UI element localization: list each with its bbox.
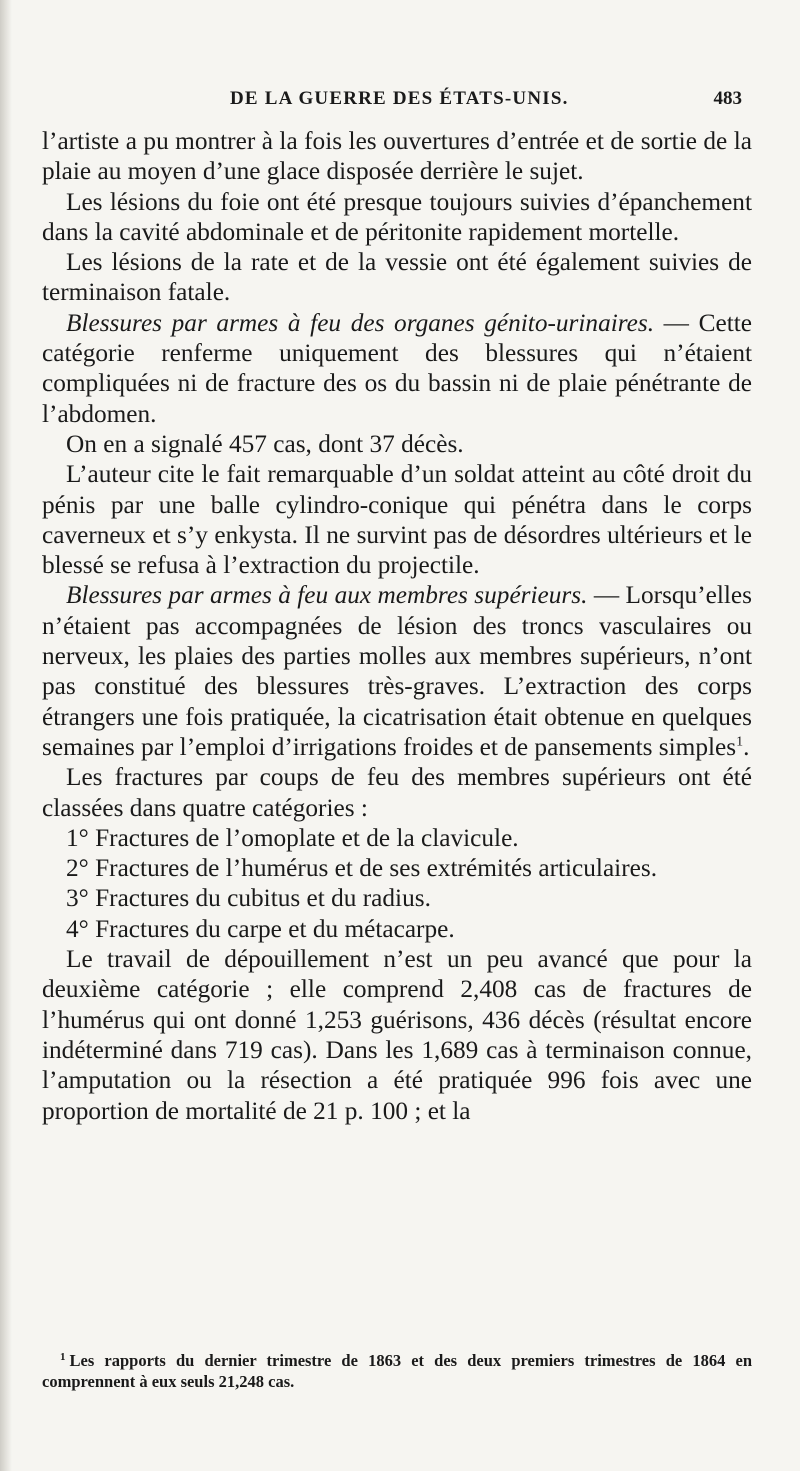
footnote-text xyxy=(42,1350,752,1392)
footnote xyxy=(42,1350,752,1392)
paragraph-fracture-categories: Les fractures par coups de feu des membres supérieurs ont été classées dans quatre catégories : xyxy=(42,763,752,822)
section-heading-upper-limbs: Blessures par armes à feu aux membres supérieurs. xyxy=(66,581,588,610)
paragraph-cases-count: On en a signalé 457 cas, dont 37 décès. xyxy=(66,429,464,458)
section-heading-genito-urinary: Blessures par armes à feu des organes génito-urinaires. xyxy=(66,308,655,337)
page-edge-shadow xyxy=(0,0,12,1471)
page-number: 483 xyxy=(713,88,742,109)
list-item: 4° Fractures du carpe et du métacarpe. xyxy=(66,914,455,943)
section-upper-text-end: . xyxy=(743,732,750,761)
paragraph-liver: Les lésions du foie ont été presque toujours suivies d’épanchement dans la cavité abdominale et de péritonite rapidement mortelle. xyxy=(42,187,752,246)
list-item: 1° Fractures de l’omoplate et de la clavicule. xyxy=(66,823,519,852)
list-item: 3° Fractures du cubitus et du radius. xyxy=(66,884,431,913)
paragraph-humerus-stats: Le travail de dépouillement n’est un peu avancé que pour la deuxième catégorie ; elle comprend 2,408 cas de fractures de l’humérus qui ont donné 1,253 guérisons, 436 décès (résultat encore indéterminé dans 719 cas). Dans les 1,689 cas à terminaison connue, l’amputation ou la résection a été pratiquée 996 fois avec une proportion de mortalité de 21 p. 100 ; et la xyxy=(42,945,752,1125)
footnote-mark: 1 xyxy=(60,1350,66,1363)
section-upper-limbs xyxy=(42,580,752,762)
footnote-reference: 1 xyxy=(736,734,744,750)
list-item: 2° Fractures de l’humérus et de ses extrémités articulaires. xyxy=(66,854,658,883)
paragraph-artist: l’artiste a pu montrer à la fois les ouvertures d’entrée et de sortie de la plaie au moyen d’une glace disposée derrière le sujet. xyxy=(42,127,752,186)
section-upper-text: — Lorsqu’elles n’étaient pas accompagnées de lésion des troncs vasculaires ou nerveux, les plaies des parties molles aux membres supérieurs, n’ont pas constitué des blessures très-graves. L’extraction des corps étrangers une fois pratiquée, la cicatrisation était obtenue en quelques semaines par l’emploi d’irrigations froides et de pansements simples xyxy=(42,581,752,761)
section-genito-urinary xyxy=(42,308,752,429)
page-header xyxy=(0,84,800,120)
footnote-body: Les rapports du dernier trimestre de 1863 et des deux premiers trimestres de 1864 en comprennent à eux seuls 21,248 cas. xyxy=(42,1351,752,1391)
paragraph-spleen-bladder: Les lésions de la rate et de la vessie ont été également suivies de terminaison fatale. xyxy=(42,248,752,307)
body-text xyxy=(42,126,752,1126)
paragraph-soldier-case: L’auteur cite le fait remarquable d’un soldat atteint au côté droit du pénis par une balle cylindro-conique qui pénétra dans le corps caverneux et s’y enkysta. Il ne survint pas de désordres ultérieurs et le blessé se refusa à l’extraction du projectile. xyxy=(42,460,752,580)
section-genito-text: — Cette catégorie renferme uniquement des blessures qui n’étaient compliquées ni de fracture des os du bassin ni de plaie pénétrante de l’abdomen. xyxy=(42,308,752,428)
running-title: DE LA GUERRE DES ÉTATS-UNIS. xyxy=(230,88,569,109)
